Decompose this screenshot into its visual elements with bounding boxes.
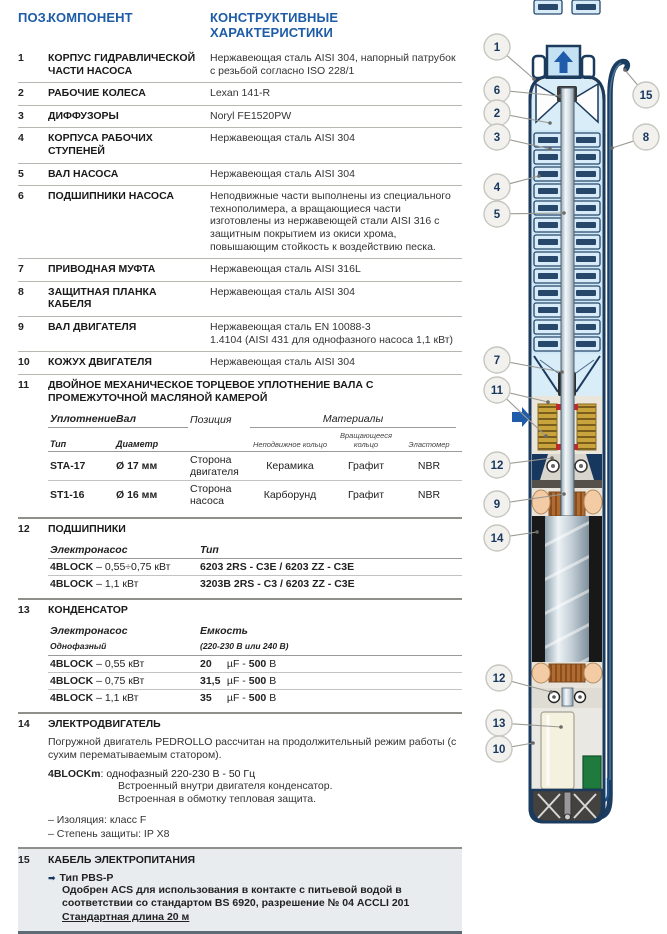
cable-type: Тип PBS-P [59,871,114,884]
characteristics-cell [210,190,462,253]
cable-length: Стандартная длина 20 м [62,910,190,923]
svg-text:3: 3 [493,132,501,144]
pos-cell: 8 [18,285,24,298]
terminal-block [583,756,601,789]
header-pos: ПОЗ. [18,10,50,25]
seal-rotating: Графит [347,460,385,472]
cable-details [48,872,462,923]
seal-elastomer: NBR [417,460,441,472]
component-cell: ПРИВОДНАЯ МУФТА [48,263,156,276]
seal-position: Сторона насоса [190,483,232,508]
motor-note: – Степень защиты: IP X8 [48,828,170,841]
motor-notes [48,813,462,841]
callout-10 [486,736,535,762]
component-cell: КОЖУХ ДВИГАТЕЛЯ [48,356,152,369]
characteristics-text: Нержавеющая сталь AISI 304 [210,167,355,180]
motor-details [48,736,462,842]
header-component: КОМПОНЕНТ [48,10,133,25]
svg-text:4: 4 [493,182,501,194]
pos-cell: 4 [18,132,24,145]
callout-15 [623,68,659,108]
section-title: ЭЛЕКТРОДВИГАТЕЛЬ [48,718,161,731]
pos-cell: 7 [18,263,24,276]
voltage-unit: В [269,658,277,671]
table-row [18,186,462,259]
col-stationary-ring: Неподвижное кольцо [252,439,327,449]
pump-power: – 0,55÷0,75 кВт [93,561,171,574]
lifting-eyelet [582,56,594,78]
cable-type-line [48,872,462,884]
section-cable [18,849,462,933]
col-diameter: Диаметр [116,438,159,449]
col-type: Тип [200,544,219,557]
col-rotating-ring: Вращающееся кольцо [339,430,393,449]
seal-row [48,452,462,480]
characteristics-text: Нержавеющая сталь EN 10088-3 [210,320,371,333]
section-title: КОНДЕНСАТОР [48,604,128,617]
characteristics-cell [210,132,462,145]
capacity-unit: µF - [226,692,246,705]
subcol-phase: Однофазный [50,641,107,652]
bottom-cap [532,790,602,822]
pump-power: – 0,75 кВт [93,675,145,688]
section-motor [18,714,462,849]
col-group-shaft: Вал [114,411,188,428]
svg-text:7: 7 [493,355,501,367]
characteristics-text: 1.4104 (AISI 431 для однофазного насоса 1,1 кВт) [210,333,454,346]
svg-text:1: 1 [493,42,501,54]
seal-elastomer: NBR [417,489,441,502]
bullet-arrow-icon: ➡ [48,872,56,883]
section-head [18,718,462,731]
col-group-materials: Материалы [250,411,456,428]
section-head [18,854,462,867]
pos-cell: 15 [18,854,30,867]
capacitor-table [48,623,462,706]
characteristics-cell [210,263,462,276]
svg-text:9: 9 [493,499,501,511]
component-cell: ПОДШИПНИКИ НАСОСА [48,190,174,203]
characteristics-cell [210,321,462,346]
svg-text:5: 5 [493,209,501,221]
characteristics-cell [210,168,462,181]
seal-table [48,411,462,509]
table-row [18,106,462,129]
component-cell: ВАЛ ДВИГАТЕЛЯ [48,320,137,333]
characteristics-text: Noryl FE1520PW [210,109,292,122]
section-title: ДВОЙНОЕ МЕХАНИЧЕСКОЕ ТОРЦЕВОЕ УПЛОТНЕНИЕ ВАЛА С ПРОМЕЖУТОЧНОЙ МАСЛЯНОЙ КАМЕРОЙ [48,378,374,404]
section-head [18,379,462,405]
seal-rotating: Графит [347,489,385,502]
characteristics-text: Нержавеющая сталь AISI 304 [210,132,355,145]
svg-text:2: 2 [493,108,501,120]
cable-description: Одобрен ACS для использования в контакте с питьевой водой в соответствии со стандартом BS 6920, разрешение № 04 ACCLI 201 [62,883,410,910]
seal-sub-header [48,429,462,452]
pos-cell: 12 [18,523,30,536]
section-title: ПОДШИПНИКИ [48,523,126,536]
subcol-voltage: (220-230 В или 240 В) [200,641,289,652]
table-row [18,48,462,83]
pos-cell: 11 [18,378,30,391]
pos-cell: 6 [18,190,24,203]
pump-power: – 1,1 кВт [93,692,139,705]
characteristics-text: Нержавеющая сталь AISI 304 [210,285,355,298]
capacity-value: 35 [200,692,212,705]
characteristics-cell [210,356,462,369]
table-row [18,352,462,375]
section-head [18,604,462,617]
svg-text:12: 12 [490,460,504,472]
voltage-value: 500 [248,658,267,671]
pos-cell: 14 [18,718,30,731]
characteristics-text: Неподвижные части выполнены из специального технополимера, а вращающиеся части изготовлены из нержавеющей стали AISI 316 с защитным покрытием из окиси хрома, повышающим стойкость к воздействию песка. [210,190,451,253]
capacitor-row [48,690,462,706]
capacitor-row [48,656,462,673]
inlet-arrow-icon [512,407,531,427]
pos-cell: 9 [18,320,24,333]
svg-text:15: 15 [639,90,653,102]
voltage-value: 500 [248,675,267,688]
section-seal [18,375,462,520]
motor-note: – Изоляция: класс F [48,814,147,827]
pump-cutaway-drawing [460,0,667,866]
capacity-unit: µF - [226,675,246,688]
seal-stationary: Карборунд [263,489,317,502]
seal-group-header [48,411,462,428]
capacitor-row [48,673,462,690]
pos-cell: 13 [18,604,30,617]
table-row [18,128,462,163]
seal-diameter: Ø 16 мм [116,489,158,502]
col-elastomer: Эластомер [408,439,450,449]
table-row [18,282,462,317]
table-row [18,164,462,187]
characteristics-cell [210,87,462,100]
component-cell: КОРПУС ГИДРАВЛИЧЕСКОЙ ЧАСТИ НАСОСА [48,52,196,77]
characteristics-cell [210,52,462,77]
pump-model: 4BLOCK [50,658,94,671]
characteristics-text: Нержавеющая сталь AISI 304 [210,356,355,369]
svg-text:6: 6 [493,85,501,97]
pos-cell: 1 [18,52,24,64]
svg-text:13: 13 [492,718,506,730]
motor-shaft [561,88,574,516]
capacity-value: 20 [200,658,212,671]
table-header [18,8,462,48]
voltage-unit: В [269,692,277,705]
seal-diameter: Ø 17 мм [116,460,158,472]
winding-head-bottom [532,662,602,688]
callout-8 [610,124,659,150]
pump-model: 4BLOCK [50,578,94,591]
component-cell: ЗАЩИТНАЯ ПЛАНКА КАБЕЛЯ [48,285,157,311]
table-row [18,317,462,352]
section-title: КАБЕЛЬ ЭЛЕКТРОПИТАНИЯ [48,854,196,867]
motor-bottom-housing [532,708,608,801]
seal-position: Сторона двигателя [190,453,239,478]
characteristics-cell [210,110,462,123]
lower-bearing [532,688,602,708]
col-group-seal: Уплотнение [48,411,114,428]
section-head [18,523,462,536]
seal-type: STA-17 [50,460,86,472]
svg-text:10: 10 [492,744,506,756]
bearings-row [48,576,462,592]
pump-power: – 0,55 кВт [93,658,145,671]
section-capacitor [18,600,462,714]
bearings-header [48,542,462,559]
col-pump: Электронасос [50,544,128,557]
seal-type: ST1-16 [50,489,85,502]
bearing-type: 6203 2RS - C3E / 6203 ZZ - C3E [200,561,355,574]
component-cell: ВАЛ НАСОСА [48,167,119,180]
bearing-type: 3203B 2RS - C3 / 6203 ZZ - C3E [200,578,355,591]
table-row [18,259,462,282]
header-characteristics: КОНСТРУКТИВНЫЕ ХАРАКТЕРИСТИКИ [210,10,339,40]
col-empty [188,447,250,451]
motor-feature: Встроенная в обмотку тепловая защита. [118,793,317,806]
capacitor [541,712,574,789]
motor-model-desc: : однофазный 220-230 В - 50 Гц [100,767,256,780]
col-type: Тип [50,438,67,449]
motor-feature: Встроенный внутри двигателя конденсатор. [118,779,333,792]
pump-model: 4BLOCK [50,561,94,574]
component-cell: ДИФФУЗОРЫ [48,109,119,122]
pump-model: 4BLOCK [50,675,94,688]
pump-model: 4BLOCK [50,692,94,705]
svg-text:8: 8 [642,132,650,144]
capacitor-header [48,623,462,639]
pos-cell: 10 [18,356,30,369]
col-capacity: Емкость [200,625,248,638]
voltage-value: 500 [248,692,267,705]
capacitor-subheader [48,639,462,656]
component-cell: РАБОЧИЕ КОЛЕСА [48,87,146,100]
svg-text:12: 12 [492,673,506,685]
bearings-table [48,542,462,592]
seal-stationary: Керамика [266,460,314,472]
callout-1 [484,34,536,81]
voltage-unit: В [269,675,277,688]
pos-cell: 3 [18,109,24,122]
pos-cell: 2 [18,87,24,100]
characteristics-text: Нержавеющая сталь AISI 304, напорный патрубок с резьбой согласно ISO 228/1 [210,52,456,77]
svg-text:14: 14 [490,533,504,545]
stator [532,516,602,684]
bearings-row [48,559,462,576]
pump-diagram [460,0,667,866]
pos-cell: 5 [18,167,24,180]
motor-model-line [48,768,462,780]
motor-model: 4BLOCKm [48,767,101,780]
characteristics-cell [210,286,462,299]
characteristics-text: Нержавеющая сталь AISI 316L [210,263,361,276]
seal-row [48,480,462,509]
motor-description: Погружной двигатель PEDROLLO рассчитан на продолжительный режим работы (с сухим перематываемым статором). [48,735,457,761]
svg-text:11: 11 [490,385,504,397]
component-cell: КОРПУСА РАБОЧИХ СТУПЕНЕЙ [48,132,153,157]
lifting-eyelet [533,56,545,78]
pump-power: – 1,1 кВт [93,578,139,591]
section-bearings [18,519,462,600]
col-pump: Электронасос [50,625,128,638]
col-group-position: Позиция [190,413,232,426]
capacity-value: 31,5 [200,675,221,688]
capacity-unit: µF - [226,658,246,671]
table-row [18,83,462,106]
characteristics-text: Lexan 141-R [210,87,271,100]
